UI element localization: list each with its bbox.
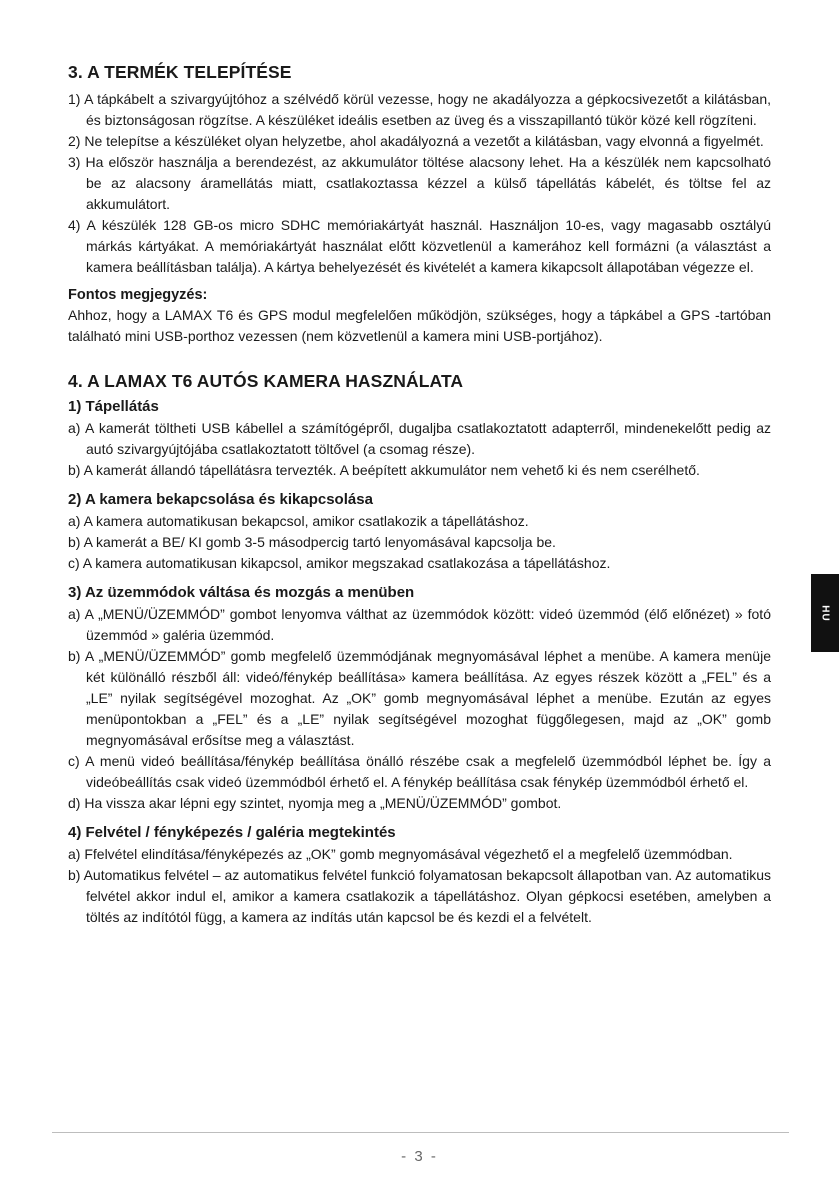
list-item: c) A menü videó beállítása/fénykép beállítása önálló részébe csak a megfelelő üzemmódból léphet be. Így a videóbeállítás csak videó üzemmódból érhető el. A fénykép beállítása csak fénykép üzemmódból érhető el. xyxy=(68,753,771,790)
list-item: a) Ffelvétel elindítása/fényképezés az „OK” gomb megnyomásával végezhető el a megfelelő üzemmódban. xyxy=(68,846,733,862)
list-item: a) A kamera automatikusan bekapcsol, amikor csatlakozik a tápellátáshoz. xyxy=(68,513,529,529)
list-item: 3) Ha először használja a berendezést, az akkumulátor töltése alacsony lehet. Ha a készülék nem kapcsolható be az alacsony áramellátás miatt, csatlakoztassa kézzel a külső tápellátás kábelét, és töltse fel az akkumulátort. xyxy=(68,154,771,212)
subsection-list xyxy=(68,418,771,481)
page-content xyxy=(68,62,771,928)
list-item: 2) Ne telepítse a készüléket olyan helyzetbe, ahol akadályozná a vezetőt a kilátásban, vagy elvonná a figyelmét. xyxy=(68,133,764,149)
list-item: 1) A tápkábelt a szivargyújtóhoz a szélvédő körül vezesse, hogy ne akadályozza a gépkocsivezetőt a kilátásban, és biztonságosan rögzítse. A készüléket ideális esetben az üveg és a visszapillantó tükör közé kell rögzíteni. xyxy=(68,91,771,128)
subsection-list xyxy=(68,511,771,574)
subsection-title: 2) A kamera bekapcsolása és kikapcsolása xyxy=(68,491,373,508)
list-item: b) A „MENÜ/ÜZEMMÓD” gomb megfelelő üzemmódjának megnyomásával léphet a menübe. A kamera menüje két különálló részből áll: videó/fénykép beállítása» kamera beállítása. Az egyes részek között a „FEL” és a „LE” nyilak segítségével mozoghat. Az „OK” gomb megnyomásával léphet a menübe. Ezután az egyes menüpontokban a „FEL” és a „LE” nyilak segítségével mozoghat függőlegesen, majd az „OK” gomb megnyomásával erősítse meg a választást. xyxy=(68,648,771,748)
language-tab xyxy=(811,574,839,652)
list-item: d) Ha vissza akar lépni egy szintet, nyomja meg a „MENÜ/ÜZEMMÓD” gombot. xyxy=(68,795,562,811)
list-item: 4) A készülék 128 GB-os micro SDHC memóriakártyát használ. Használjon 10-es, vagy magasabb osztályú márkás kártyákat. A memóriakártyát használat előtt közvetlenül a kamerához kell formázni (a választást a kamera beállításban találja). A kártya behelyezését és kivételét a kamera kikapcsolt állapotában végezze el. xyxy=(68,217,771,275)
list-item: b) A kamerát a BE/ KI gomb 3-5 másodpercig tartó lenyomásával kapcsolja be. xyxy=(68,534,556,550)
footer-divider xyxy=(52,1132,789,1133)
subsection-title: 3) Az üzemmódok váltása és mozgás a menüben xyxy=(68,584,415,601)
list-item: a) A kamerát töltheti USB kábellel a számítógépről, dugaljba csatlakoztatott adapterről, mindenekelőtt pedig az autó szivargyújtójába csatlakoztatott töltővel (a csomag része). xyxy=(68,420,771,457)
section-3-list xyxy=(68,89,771,278)
subsection-list xyxy=(68,844,771,928)
list-item: c) A kamera automatikusan kikapcsol, amikor megszakad csatlakozása a tápellátáshoz. xyxy=(68,555,611,571)
subsection-title: 1) Tápellátás xyxy=(68,398,159,415)
language-tab-label: HU xyxy=(819,604,831,622)
page-number: - 3 - xyxy=(401,1148,438,1165)
subsection-list xyxy=(68,604,771,814)
section-4-title: 4. A LAMAX T6 AUTÓS KAMERA HASZNÁLATA xyxy=(68,371,464,391)
list-item: a) A „MENÜ/ÜZEMMÓD” gombot lenyomva válthat az üzemmódok között: videó üzemmód (élő előnézet) » fotó üzemmód » galéria üzemmód. xyxy=(68,606,771,643)
list-item: b) A kamerát állandó tápellátásra tervezték. A beépített akkumulátor nem vehető ki és nem cserélhető. xyxy=(68,462,700,478)
subsection-title: 4) Felvétel / fényképezés / galéria megtekintés xyxy=(68,824,396,841)
section-3-title: 3. A TERMÉK TELEPÍTÉSE xyxy=(68,62,292,82)
note-text: Ahhoz, hogy a LAMAX T6 és GPS modul megfelelően működjön, szükséges, hogy a tápkábel a GPS -tartóban található mini USB-porthoz vezessen (nem közvetlenül a kamera mini USB-portjához). xyxy=(68,307,771,344)
note-title: Fontos megjegyzés: xyxy=(68,287,208,303)
list-item: b) Automatikus felvétel – az automatikus felvétel funkció folyamatosan bekapcsolt állapotban van. Az automatikus felvétel akkor indul el, amikor a kamera csatlakozik a tápellátáshoz. Olyan gépkocsi esetében, amelyben a töltés az indítótól függ, a kamera az indítás után kapcsol be és kezdi el a felvételt. xyxy=(68,867,771,925)
